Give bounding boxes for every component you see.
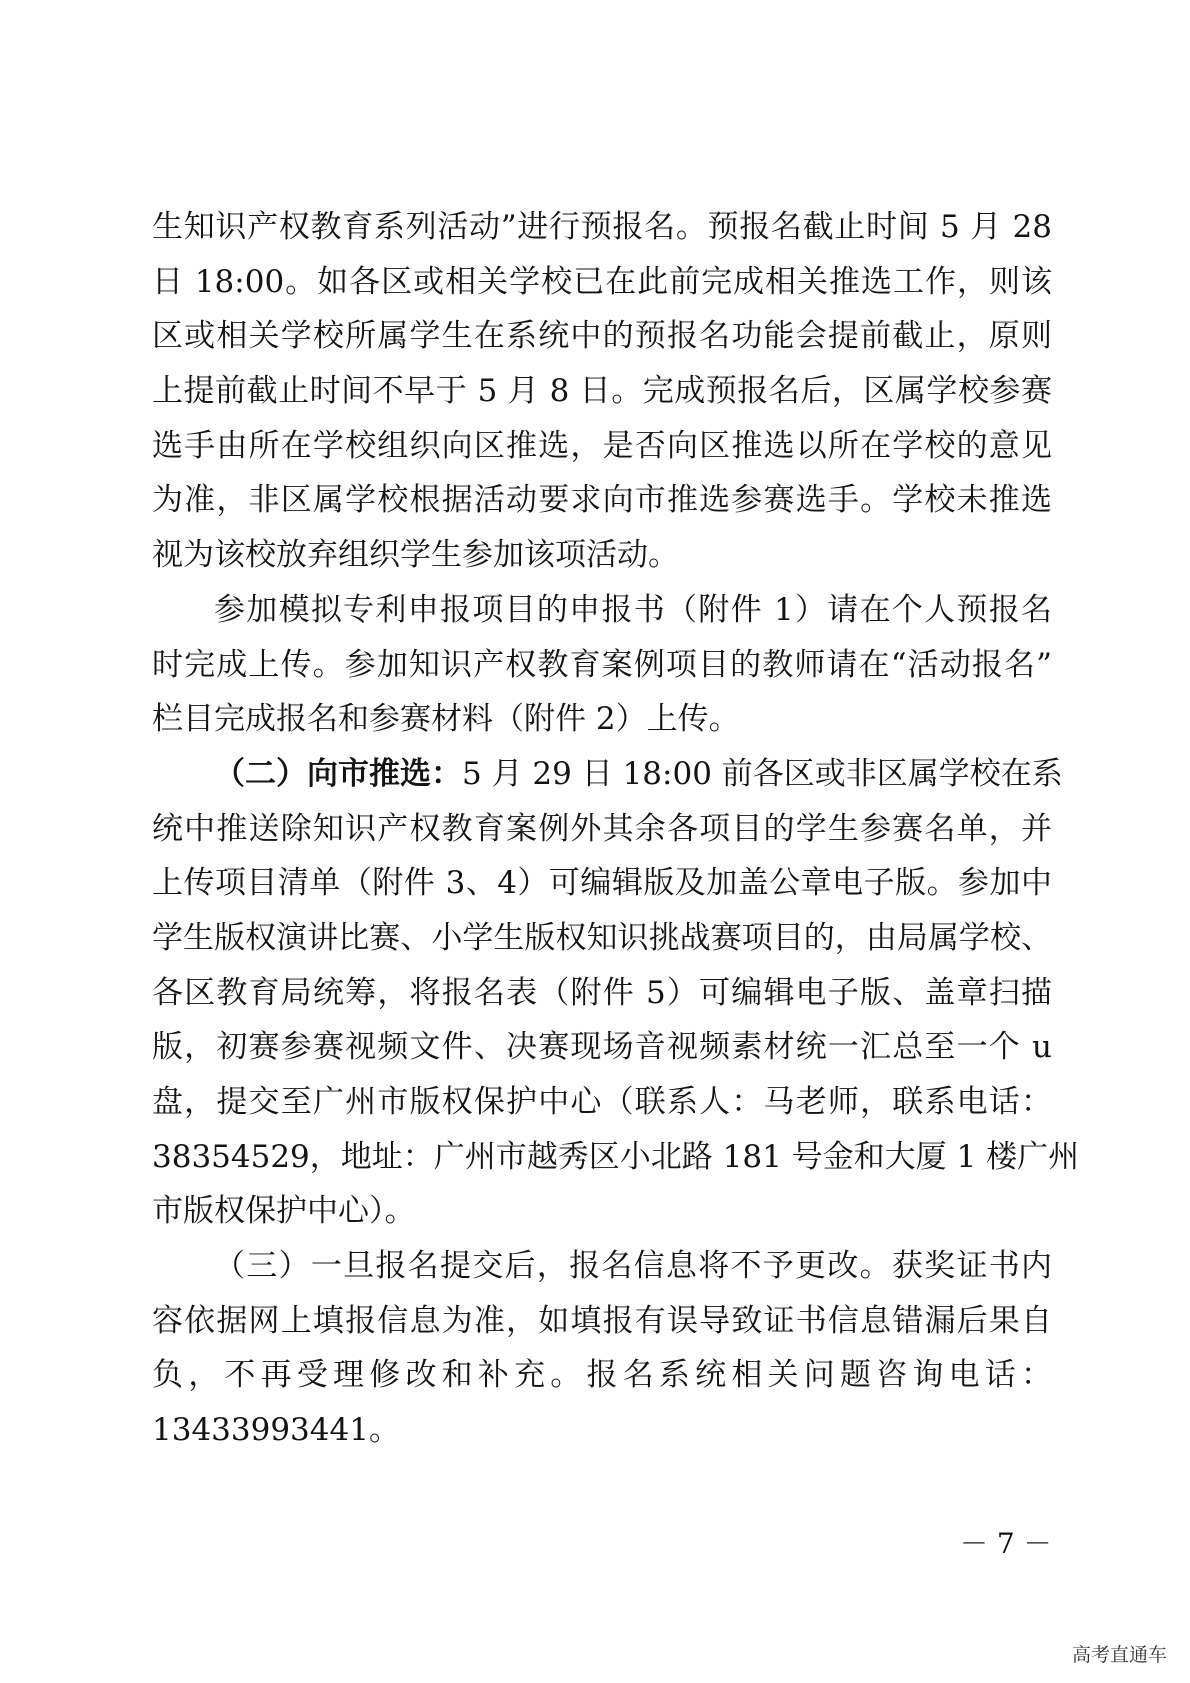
- paragraph-upload-materials: [152, 583, 1052, 747]
- text-line: 市版权保护中心）。: [152, 1193, 416, 1230]
- text-line: 区或相关学校所属学生在系统中的预报名功能会提前截止，原则: [152, 318, 1052, 355]
- document-body: [152, 200, 1080, 1458]
- paragraph-preregistration: [152, 200, 1052, 583]
- page-number: － 7 －: [960, 1527, 1052, 1560]
- text-line: 13433993441。: [152, 1412, 400, 1449]
- text-line: [152, 747, 1063, 802]
- text-line: 容依据网上填报信息为准，如填报有误导致证书信息错漏后果自: [152, 1302, 1052, 1339]
- text-line: 负，不再受理修改和补充。报名系统相关问题咨询电话：: [152, 1357, 1052, 1394]
- watermark: 高考直通车: [1072, 1644, 1168, 1666]
- text-line: 学生版权演讲比赛、小学生版权知识挑战赛项目的，由局属学校、: [152, 919, 1052, 956]
- text-line: 生知识产权教育系列活动”进行预报名。预报名截止时间 5 月 28: [152, 209, 1052, 245]
- text-line: 选手由所在学校组织向区推选，是否向区推选以所在学校的意见: [152, 427, 1052, 464]
- text-line: 参加模拟专利申报项目的申报书（附件 1）请在个人预报名: [214, 591, 1052, 628]
- text-line: 38354529，地址：广州市越秀区小北路 181 号金和大厦 1 楼广州: [152, 1138, 1080, 1175]
- text-line: 栏目完成报名和参赛材料（附件 2）上传。: [152, 701, 740, 738]
- paragraph-submission-final: [152, 1239, 1052, 1458]
- text-line: 统中推送除知识产权教育案例外其余各项目的学生参赛名单，并: [152, 810, 1052, 847]
- section-heading: （二）向市推选：: [214, 755, 462, 792]
- text-line: 视为该校放弃组织学生参加该项活动。: [152, 537, 679, 574]
- text-line: 上提前截止时间不早于 5 月 8 日。完成预报名后，区属学校参赛: [152, 373, 1052, 410]
- text-line: 版，初赛参赛视频文件、决赛现场音视频素材统一汇总至一个 u: [152, 1029, 1052, 1066]
- paragraph-city-recommendation: [152, 747, 1080, 1239]
- text-line: （三）一旦报名提交后，报名信息将不予更改。获奖证书内: [214, 1248, 1052, 1285]
- text-line: 上传项目清单（附件 3、4）可编辑版及加盖公章电子版。参加中: [152, 865, 1052, 902]
- text-line: 日 18:00。如各区或相关学校已在此前完成相关推选工作，则该: [152, 263, 1052, 300]
- text-line: 为准，非区属学校根据活动要求向市推选参赛选手。学校未推选: [152, 482, 1052, 519]
- text-line: 时完成上传。参加知识产权教育案例项目的教师请在“活动报名”: [152, 646, 1052, 683]
- text-line: 各区教育局统筹，将报名表（附件 5）可编辑电子版、盖章扫描: [152, 974, 1052, 1011]
- text-line: 盘，提交至广州市版权保护中心（联系人：马老师，联系电话：: [152, 1084, 1052, 1120]
- text-fragment: 5 月 29 日 18:00 前各区或非区属学校在系: [462, 755, 1063, 792]
